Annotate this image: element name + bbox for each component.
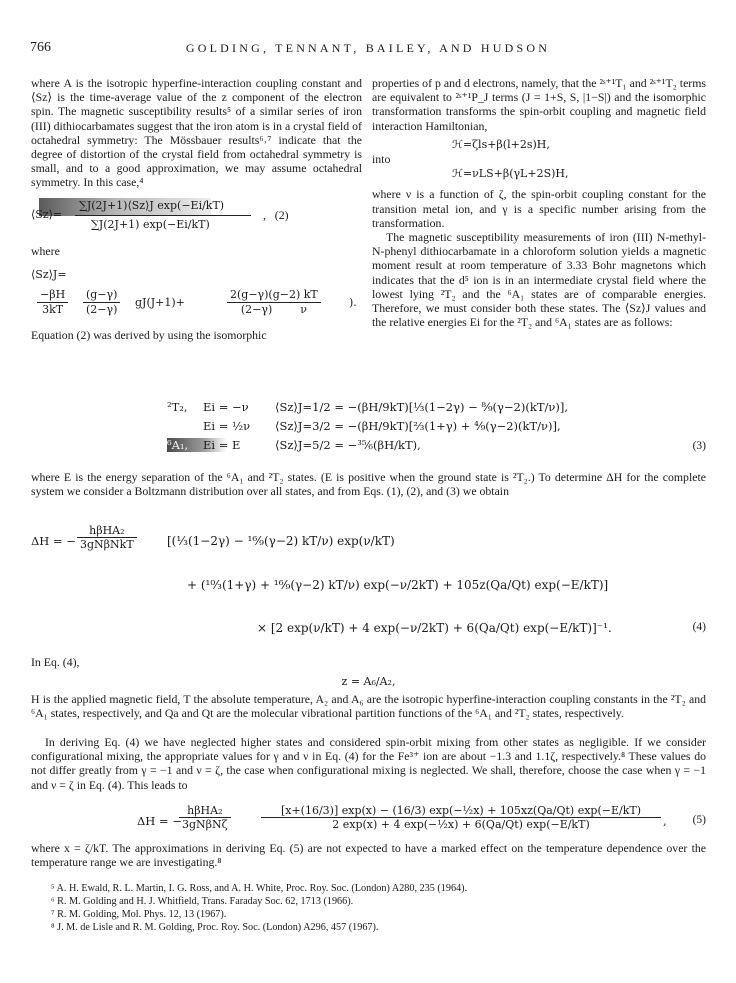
hamiltonian-2: ℋ=νLS+β(γL+2S)H,	[452, 167, 569, 181]
footnote-6: ⁶ R. M. Golding and H. J. Whitfield, Trans. Faraday Soc. 62, 1713 (1966).	[51, 896, 354, 907]
eq3-row1-state: ²T₂,	[167, 400, 188, 414]
paragraph-final: where x = ζ/kT. The approximations in deriving Eq. (5) are not expected to have a marked effect on the temperature dependence over the temperature range we are investigating.⁸	[31, 841, 706, 870]
szj-frac1-num: −βH	[37, 288, 68, 303]
eq4-prefactor-num: hβHA₂	[77, 524, 137, 538]
eq3-row1-energy: Ei = −ν	[203, 400, 249, 414]
eq5-comma: ,	[663, 814, 667, 828]
eq4-prefactor-den: 3gNβNkT	[80, 538, 134, 551]
eq3-tag: (3)	[692, 440, 706, 452]
footnote-5: ⁵ A. H. Ewald, R. L. Martin, I. G. Ross, and A. H. White, Proc. Roy. Soc. (London) A280, 235 (1964).	[51, 883, 468, 894]
paragraph-deriving: In deriving Eq. (4) we have neglected higher states and considered spin-orbit mixing from other states as negligible. If we consider configurational mixing, the appropriate values for γ and ν in Eq. (4) for the Fe³⁺ ion are about −1.3 and 1.1ζ, respectively.⁸ These values do not differ greatly from γ = −1 and ν = ζ, the case when configurational mixing is neglected. We shall, therefore, choose the case when γ = −1 and ν = ζ in Eq. (4). This leads to	[31, 735, 706, 792]
equation-2	[31, 196, 362, 240]
right-paragraph-1: properties of p and d electrons, namely, that the ²ˢ⁺¹T₁ and ²ˢ⁺¹T₂ terms are equivalent to ²ˢ⁺¹P_J terms (J = 1+S, S, |1−S|) and the isomorphic transformation transforms the spin-orbit coupling and magnetic field interaction Hamiltonian,	[372, 76, 706, 133]
szj-frac2-num: (g−γ)	[83, 288, 120, 303]
eq2-denominator: ∑J(2J+1) exp(−Ei/kT)	[91, 217, 210, 231]
page-header	[30, 40, 706, 58]
eq3-row1-value: ⟨Sz⟩J=1/2 = −(βH/9kT)[⅓(1−2γ) − ⁸⁄₉(γ−2)(kT/ν)],	[275, 400, 568, 414]
szj-frac2-den: (2−γ)	[86, 303, 118, 317]
where-label: where	[31, 243, 60, 258]
right-paragraph-2: where ν is a function of ζ, the spin-orbit coupling constant for the transition metal ion, and γ is a specific number arising from the transformation.	[372, 187, 706, 230]
into-label: into	[372, 152, 391, 167]
eq4-tag: (4)	[692, 621, 706, 633]
in-eq4-label: In Eq. (4),	[31, 655, 80, 669]
eq3-row3-energy: Ei = E	[203, 438, 241, 452]
running-head: GOLDING, TENNANT, BAILEY, AND HUDSON	[185, 41, 551, 55]
equation-5	[31, 802, 706, 838]
szj-frac3-den: (2−γ) ν	[240, 303, 307, 317]
equation-3	[31, 400, 706, 470]
szj-frac3-num: 2(g−γ)(g−2) kT	[227, 288, 321, 303]
eq4-line3: × [2 exp(ν/kT) + 4 exp(−ν/2kT) + 6(Qa/Qt) exp(−E/kT)]⁻¹.	[257, 621, 612, 635]
szj-frac1-den: 3kT	[42, 303, 64, 317]
eq5-prefactor-num: hβHA₂	[179, 804, 231, 818]
eq2-lhs: ⟨Sz⟩=	[31, 207, 63, 221]
szj-middle: gJ(J+1)+	[135, 296, 185, 310]
right-paragraph-3: The magnetic susceptibility measurements of iron (III) N-methyl-N-phenyl dithiocarbamate in a chloroform solution yields a magnetic moment result at room temperature of 3.33 Bohr magnetons which indicates that the d⁵ ion is in an intermediate crystal field where the lowest lying ²T₂ and the ⁶A₁ states are of comparable energies. Therefore, we must consider both these states. The ⟨Sz⟩J values and the relative energies Ei for the ²T₂ and ⁶A₁ states are as follows:	[372, 230, 706, 330]
footnote-7: ⁷ R. M. Golding, Mol. Phys. 12, 13 (1967).	[51, 909, 227, 920]
szj-end: ).	[349, 296, 357, 310]
left-paragraph-1: where A is the isotropic hyperfine-interaction coupling constant and ⟨Sz⟩ is the time-average value of the z component of the electron spin. The magnetic susceptibility results⁵ of a similar series of iron (III) dithiocarbamates suggest that the iron atom is in a crystal field of octahedral symmetry: The Mössbauer results⁶˒⁷ indicate that the degree of distortion of the crystal field from octahedral symmetry is small, and to a good approximation, we may assume octahedral symmetry. In this case,⁴	[31, 76, 362, 190]
eq3-row3-state: ⁶A₁,	[167, 438, 189, 452]
eq5-prefactor-den: 3gNβNζ	[182, 818, 228, 831]
left-column	[31, 76, 362, 342]
eq5-lhs: ΔH = −	[137, 814, 182, 828]
eq3-row2-energy: Ei = ½ν	[203, 419, 251, 433]
left-paragraph-2: Equation (2) was derived by using the isomorphic	[31, 328, 267, 343]
equation-4	[31, 518, 706, 658]
z-definition: z = A₆/A₂,	[341, 675, 396, 688]
right-column	[372, 76, 706, 329]
szj-lhs: ⟨Sz⟩J=	[31, 267, 67, 281]
paragraph-after-eq3: where E is the energy separation of the ⁶A₁ and ²T₂ states. (E is positive when the ground state is ²T₂.) To determine ΔH for the complete system we consider a Boltzmann distribution over all states, and from Eqs. (1), (2), and (3) we obtain	[31, 470, 706, 499]
eq5-tag: (5)	[692, 814, 706, 826]
eq2-tag: , (2)	[263, 207, 289, 222]
eq4-line2: + (¹⁰⁄₃(1+γ) + ¹⁶⁄₉(γ−2) kT/ν) exp(−ν/2kT) + 105z(Qa/Qt) exp(−E/kT)]	[187, 578, 609, 592]
szj-expression	[31, 286, 362, 320]
footnote-8: ⁸ J. M. de Lisle and R. M. Golding, Proc. Roy. Soc. (London) A296, 457 (1967).	[51, 922, 379, 933]
paragraph-definitions: H is the applied magnetic field, T the absolute temperature, A₂ and A₆ are the isotropic hyperfine-interaction coupling constants in the ²T₂ and ⁶A₁ states, respectively, and Qa and Qt are the molecular vibrational partition functions of the ⁶A₁ and ²T₂ states, respectively.	[31, 692, 706, 721]
eq3-row3-value: ⟨Sz⟩J=5/2 = −³⁵⁄₆(βH/kT),	[275, 438, 421, 452]
page-number: 766	[30, 40, 51, 55]
eq4-line1: [(⅓(1−2γ) − ¹⁶⁄₉(γ−2) kT/ν) exp(ν/kT)	[167, 534, 395, 548]
eq2-numerator: ∑J(2J+1)⟨Sz⟩J exp(−Ei/kT)	[79, 198, 225, 212]
eq5-numerator: [x+(16/3)] exp(x) − (16/3) exp(−½x) + 105xz(Qa/Qt) exp(−E/kT)	[261, 804, 661, 818]
eq3-row2-value: ⟨Sz⟩J=3/2 = −(βH/9kT)[⅔(1+γ) + ⁴⁄₉(γ−2)(kT/ν)],	[275, 419, 561, 433]
hamiltonian-1: ℋ=ζls+β(l+2s)H,	[452, 137, 550, 151]
eq5-denominator: 2 exp(x) + 4 exp(−½x) + 6(Qa/Qt) exp(−E/kT)	[332, 818, 590, 831]
eq4-lhs: ΔH = −	[31, 534, 76, 548]
